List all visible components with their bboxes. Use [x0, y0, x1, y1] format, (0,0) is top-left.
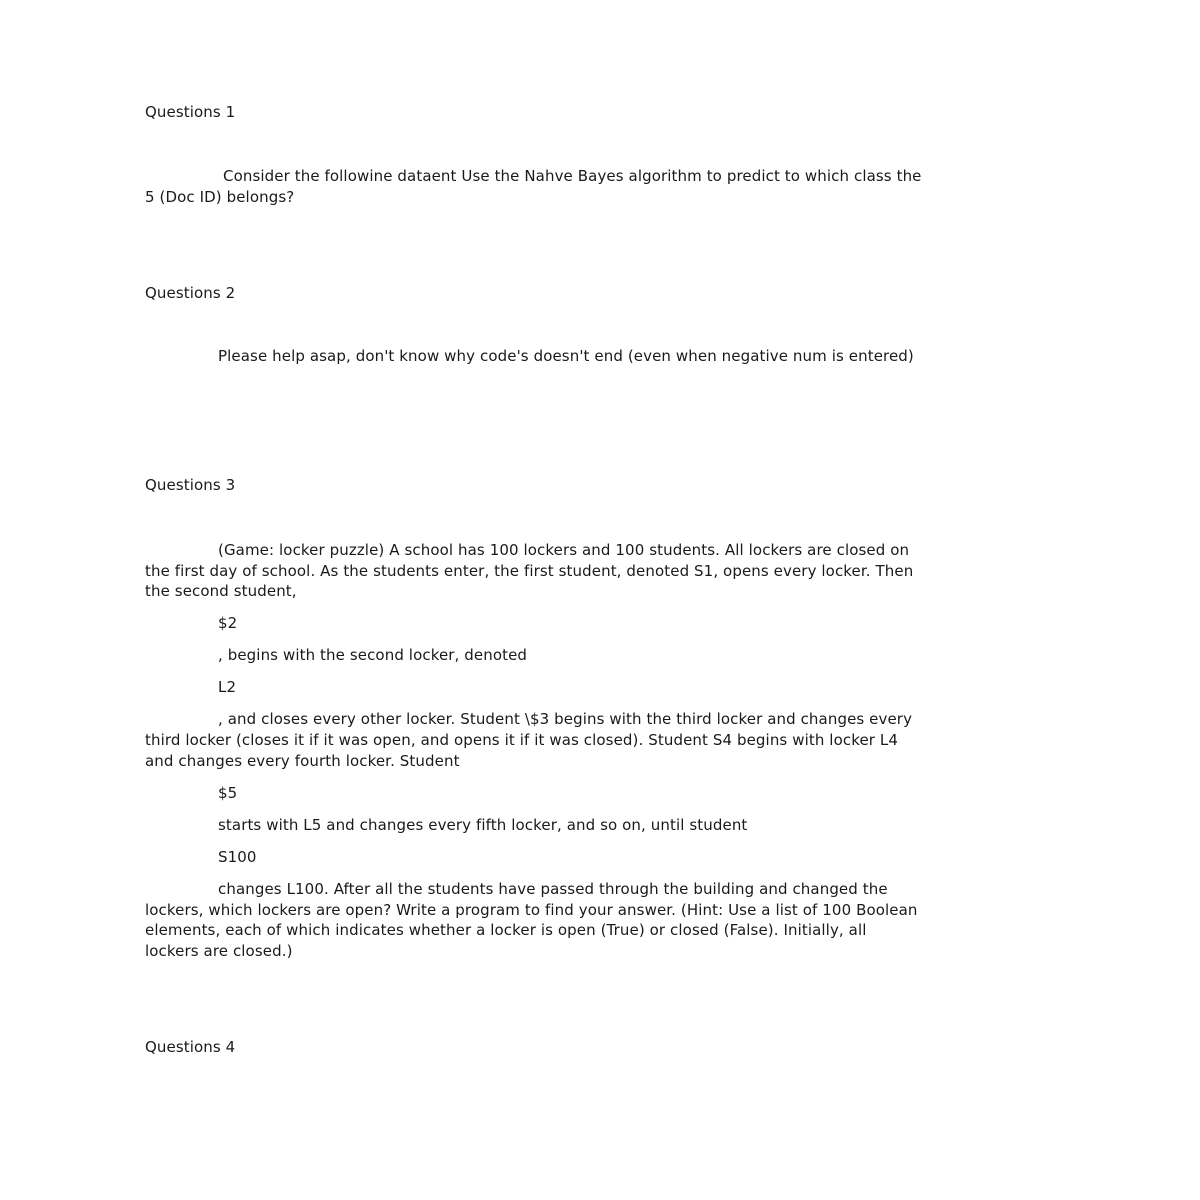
question-3-text-line: the second student,	[145, 582, 297, 600]
question-2-text-line: Please help asap, don't know why code's doesn't end (even when negative num is entered)	[218, 347, 914, 365]
question-3-heading: Questions 3	[145, 476, 236, 494]
question-4-heading: Questions 4	[145, 1038, 236, 1056]
question-3-text-line: , and closes every other locker. Student \$3 begins with the third locker and changes every	[218, 710, 913, 728]
question-3-text-line: lockers are closed.)	[145, 942, 293, 960]
student-s5-label: $5	[218, 784, 238, 802]
question-3-text-line: , begins with the second locker, denoted	[218, 646, 528, 664]
question-3-text-line: lockers, which lockers are open? Write a program to find your answer. (Hint: Use a list of 100 Boolean	[145, 901, 918, 919]
question-3-text-line: third locker (closes it if it was open, and opens it if it was closed). Student S4 begins with locker L4	[145, 731, 899, 749]
student-s100-label: S100	[218, 848, 257, 866]
question-1-text-line: Consider the followine dataent Use the Nahve Bayes algorithm to predict to which class the	[223, 167, 922, 185]
student-s2-label: $2	[218, 614, 238, 632]
question-3-text-line: starts with L5 and changes every fifth locker, and so on, until student	[218, 816, 748, 834]
locker-l2-label: L2	[218, 678, 237, 696]
question-3-text-line: elements, each of which indicates whether a locker is open (True) or closed (False). Initially, all	[145, 921, 867, 939]
question-2-heading: Questions 2	[145, 284, 236, 302]
question-1-text-line: 5 (Doc ID) belongs?	[145, 188, 295, 206]
question-3-text-line: the first day of school. As the students enter, the first student, denoted S1, opens every locker. Then	[145, 562, 914, 580]
question-1-heading: Questions 1	[145, 103, 236, 121]
question-3-text-line: changes L100. After all the students have passed through the building and changed the	[218, 880, 888, 898]
question-3-text-line: (Game: locker puzzle) A school has 100 lockers and 100 students. All lockers are closed on	[218, 541, 910, 559]
question-3-text-line: and changes every fourth locker. Student	[145, 752, 460, 770]
